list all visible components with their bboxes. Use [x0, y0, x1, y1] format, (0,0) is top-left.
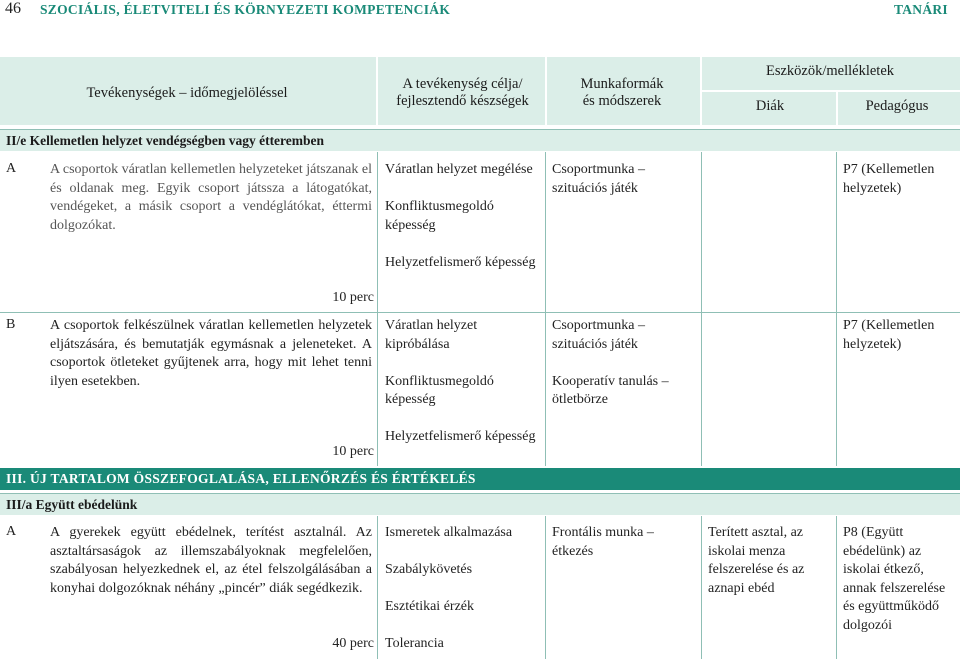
chapter-title: SZOCIÁLIS, ÉLETVITELI ÉS KÖRNYEZETI KOMPETENCIÁK	[40, 2, 451, 17]
teacher-tools-cell: P7 (Kellemetlen helyzetek)	[843, 318, 935, 352]
goal-item: Váratlan helyzet kipróbálása	[385, 318, 478, 352]
goal-item: Szabálykövetés	[385, 562, 473, 577]
page-number: 46	[5, 0, 21, 17]
row-letter: A	[6, 161, 17, 176]
activity-time: 40 perc	[332, 636, 374, 651]
column-divider	[545, 516, 546, 659]
table-header	[0, 57, 960, 125]
goal-item: Konfliktusmegoldó képesség	[385, 199, 494, 233]
header-teacher: Pedagógus	[865, 98, 929, 114]
section-title-text: II/e Kellemetlen helyzet vendégségben vagy étteremben	[6, 133, 325, 148]
row-divider	[0, 312, 960, 313]
activity-time: 10 perc	[332, 444, 374, 459]
goal-item: Helyzetfelismerő képesség	[385, 254, 536, 270]
section-title-iiia	[0, 493, 960, 515]
goals-cell	[385, 524, 540, 654]
activity-description: A csoportok váratlan kellemetlen helyzeteket játszanak el és oldanak meg. Egyik csoport játssza a látogatókat, vendégeket, a másik csoport a vendéglátókat, éttermi dolgozókat.	[50, 162, 372, 233]
goals-cell	[385, 317, 540, 447]
goal-item: Helyzetfelismerő képesség	[385, 429, 536, 444]
method-item: Csoportmunka – szituációs játék	[552, 162, 645, 196]
column-divider	[836, 152, 837, 466]
page-header	[0, 0, 960, 22]
header-student: Diák	[755, 98, 785, 114]
student-tools-cell: Terített asztal, az iskolai menza felszerelése és az aznapi ebéd	[708, 525, 805, 596]
activity-description: A csoportok felkészülnek váratlan kellemetlen helyzetek eljátszására, és bemutatják egymásnak a jeleneteket. A csoportok ötleteket gyűjtenek arra, hogy mit lehet tenni ilyen esetekben.	[50, 318, 372, 389]
header-methods-line1: Munkaformák	[580, 76, 664, 92]
goal-item: Konfliktusmegoldó képesség	[385, 373, 494, 407]
row-letter: A	[6, 524, 17, 539]
header-divider	[702, 90, 960, 92]
goal-item: Váratlan helyzet megélése	[385, 162, 533, 177]
column-divider	[701, 152, 702, 466]
method-item: Kooperatív tanulás – ötletbörze	[552, 373, 669, 407]
section-title-iii	[0, 468, 960, 490]
header-divider	[545, 57, 547, 125]
methods-cell	[552, 524, 692, 561]
methods-cell	[552, 161, 692, 198]
role-label: TANÁRI	[893, 2, 948, 17]
column-divider	[701, 516, 702, 659]
section-title-text: III/a Együtt ebédelünk	[6, 497, 138, 512]
column-divider	[377, 516, 378, 659]
row-letter: B	[6, 317, 16, 332]
section-title-iie	[0, 129, 960, 151]
goal-item: Ismeretek alkalmazása	[385, 525, 513, 540]
goal-item: Esztétikai érzék	[385, 599, 475, 614]
goal-item: Tolerancia	[385, 636, 444, 651]
column-divider	[836, 516, 837, 659]
header-goals	[380, 76, 545, 110]
method-item: Csoportmunka – szituációs játék	[552, 318, 645, 352]
header-divider	[376, 57, 378, 125]
goals-cell	[385, 161, 540, 272]
teacher-tools-cell: P7 (Kellemetlen helyzetek)	[843, 162, 935, 196]
activity-description: A gyerekek együtt ebédelnek, terítést asztalnál. Az asztaltársaságok az illemszabályoknak megfelelően, szabályosan helyezkednek el, az étel felszolgálásában a konyhai dolgozóknak néhány „pincér” diák segédkezik.	[50, 525, 372, 596]
teacher-tools-cell: P8 (Együtt ebédelünk) az iskolai étkező, annak felszerelése és együttműködő dolgozói	[843, 525, 946, 633]
methods-cell	[552, 317, 692, 410]
header-goals-line1: A tevékenység célja/	[402, 76, 523, 92]
column-divider	[377, 152, 378, 466]
method-item: Frontális munka – étkezés	[552, 525, 654, 559]
header-methods-line2: és módszerek	[582, 93, 662, 109]
header-tools: Eszközök/mellékletek	[765, 63, 895, 79]
header-goals-line2: fejlesztendő készségek	[396, 93, 529, 109]
activity-time: 10 perc	[332, 290, 374, 305]
header-activities: Tevékenységek – időmegjelöléssel	[86, 85, 288, 101]
column-divider	[545, 152, 546, 466]
header-divider	[836, 91, 838, 125]
section-title-text: III. ÚJ TARTALOM ÖSSZEFOGLALÁSA, ELLENŐRZÉS ÉS ÉRTÉKELÉS	[6, 471, 476, 486]
header-methods	[548, 76, 696, 110]
